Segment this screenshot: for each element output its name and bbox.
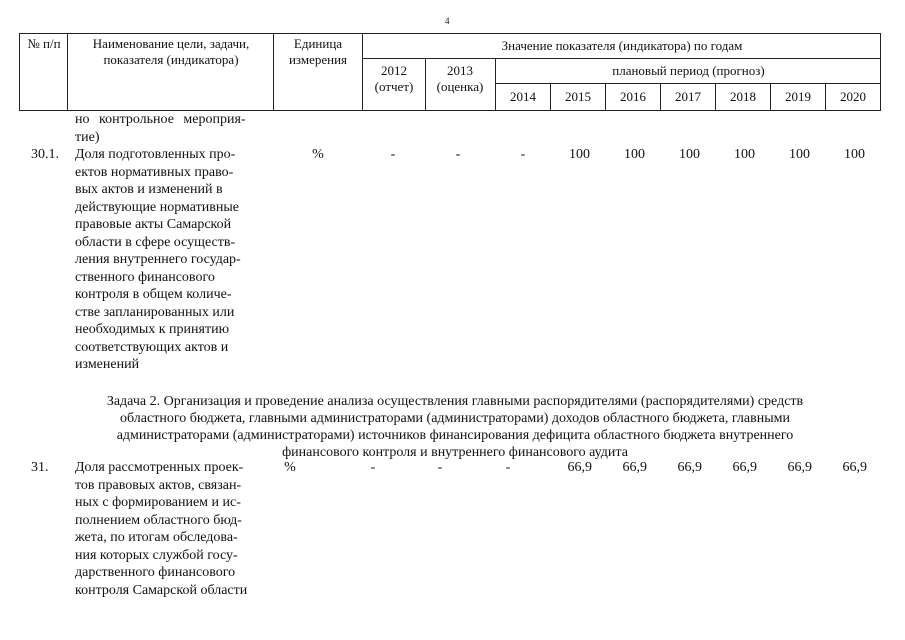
header-values-title: Значение показателя (индикатора) по годам bbox=[501, 38, 743, 53]
task-heading bbox=[40, 393, 870, 461]
text-line: ектов нормативных право- bbox=[75, 164, 234, 180]
text-line: правовые акты Самарской bbox=[75, 217, 232, 232]
header-2012: 2012 bbox=[381, 63, 407, 78]
text-line: контроля Самарской области bbox=[75, 582, 248, 598]
text-line: ственного финансового bbox=[75, 269, 215, 285]
text-line: ных с формированием и ис- bbox=[75, 495, 241, 510]
value-2014: - bbox=[520, 147, 526, 162]
text-line: финансового контроля и внутреннего финансового аудита bbox=[282, 445, 628, 460]
text-line: дарственного финансового bbox=[75, 565, 236, 580]
header-year: 2020 bbox=[840, 89, 866, 104]
text-line: вых актов и изменений в bbox=[75, 182, 223, 197]
header-year: 2014 bbox=[510, 89, 536, 104]
value-2016: 100 bbox=[624, 147, 645, 162]
text-line: соответствующих актов и bbox=[75, 339, 229, 355]
divider bbox=[495, 83, 881, 84]
text-line: изменений bbox=[75, 357, 140, 372]
text-line: ления внутреннего государ- bbox=[75, 252, 241, 267]
unit-value: % bbox=[284, 460, 296, 475]
divider bbox=[362, 58, 881, 59]
header-year: 2019 bbox=[785, 89, 811, 104]
indicator-name bbox=[75, 459, 285, 599]
value-2020: 100 bbox=[844, 147, 865, 162]
text-line: тов правовых актов, связан- bbox=[75, 477, 242, 493]
value-2015: 100 bbox=[569, 147, 590, 162]
value-2015: 66,9 bbox=[567, 460, 592, 475]
header-planned: плановый период (прогноз) bbox=[612, 63, 765, 78]
value-2020: 66,9 bbox=[842, 460, 867, 475]
value-2013: - bbox=[437, 460, 443, 475]
divider bbox=[273, 34, 274, 110]
header-2012-note: (отчет) bbox=[374, 79, 414, 94]
text-line: полнением областного бюд- bbox=[75, 512, 242, 528]
row-number: 31. bbox=[31, 460, 49, 475]
text-line: Задача 2. Организация и проведение анализа осуществления главными распорядителями (распорядителями) средств bbox=[106, 394, 804, 409]
indicator-name bbox=[75, 146, 285, 374]
header-year: 2016 bbox=[620, 89, 646, 104]
text-line: тие) bbox=[75, 129, 100, 145]
table-header bbox=[19, 33, 881, 111]
header-2013: 2013 bbox=[447, 63, 473, 78]
text-line: областного бюджета, главными администраторами (администраторами) доходов областного бюджета, главными bbox=[120, 411, 790, 426]
header-unit: Единица измерения bbox=[288, 36, 348, 67]
continuation-text bbox=[75, 111, 285, 146]
value-2018: 66,9 bbox=[732, 460, 757, 475]
text-line: Доля подготовленных про- bbox=[75, 147, 236, 162]
text-line: действующие нормативные bbox=[75, 199, 239, 215]
header-year: 2017 bbox=[675, 89, 701, 104]
text-line: области в сфере осуществ- bbox=[75, 234, 236, 250]
row-number: 30.1. bbox=[31, 147, 59, 162]
divider bbox=[425, 58, 426, 110]
text-line: стве запланированных или bbox=[75, 304, 235, 320]
value-2019: 66,9 bbox=[787, 460, 812, 475]
header-year: 2018 bbox=[730, 89, 756, 104]
value-2013: - bbox=[455, 147, 461, 162]
divider bbox=[362, 34, 363, 110]
text-line: Доля рассмотренных проек- bbox=[75, 460, 244, 475]
header-2013-note: (оценка) bbox=[436, 79, 484, 94]
value-2018: 100 bbox=[734, 147, 755, 162]
value-2012: - bbox=[370, 460, 376, 475]
header-name: Наименование цели, задачи, показателя (индикатора) bbox=[92, 36, 250, 67]
value-2019: 100 bbox=[789, 147, 810, 162]
text-line: администраторами (администраторами) источников финансирования дефицита областного бюджета внутреннего bbox=[116, 428, 794, 443]
text-line: необходимых к принятию bbox=[75, 322, 230, 337]
header-year: 2015 bbox=[565, 89, 591, 104]
text-line: контроля в общем количе- bbox=[75, 287, 232, 302]
text-line: ния которых службой госу- bbox=[75, 547, 238, 563]
text-line: но контрольное мероприя- bbox=[75, 112, 246, 127]
value-2017: 66,9 bbox=[677, 460, 702, 475]
value-2014: - bbox=[505, 460, 511, 475]
text-line: жета, по итогам обследова- bbox=[75, 530, 238, 545]
value-2017: 100 bbox=[679, 147, 700, 162]
value-2016: 66,9 bbox=[622, 460, 647, 475]
unit-value: % bbox=[312, 147, 324, 162]
value-2012: - bbox=[390, 147, 396, 162]
page-number: 4 bbox=[445, 16, 450, 26]
divider bbox=[67, 34, 68, 110]
header-num: № п/п bbox=[27, 36, 61, 51]
